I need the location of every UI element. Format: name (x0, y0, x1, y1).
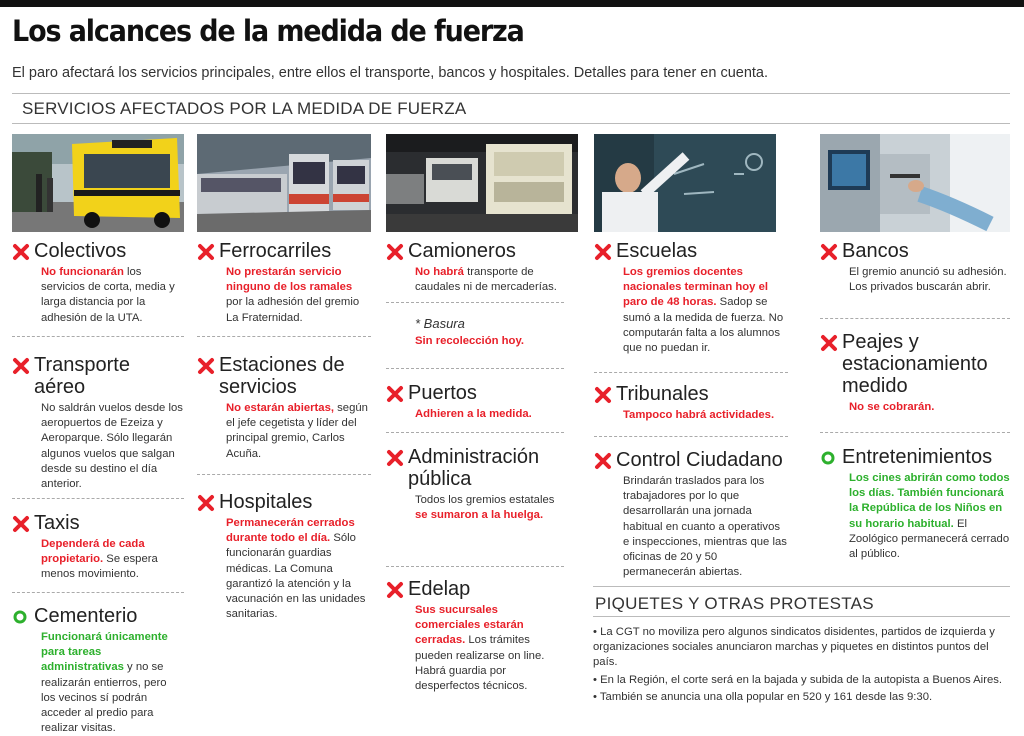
body-text: y no se realizarán entierros, pero los vecinos sí podrán acceder al predio para realizar visitas. (41, 661, 167, 735)
green-circle-icon (12, 608, 34, 626)
red-x-icon (386, 449, 408, 467)
service-description (415, 493, 564, 523)
service-description (41, 265, 184, 326)
service-name: Tribunales (616, 383, 709, 405)
service-name: Peajes y estacionamiento medido (842, 331, 988, 397)
service-item (594, 383, 788, 423)
service-description (226, 401, 371, 462)
service-item (386, 316, 564, 349)
highlight-text: Permanecerán cerrados durante todo el día. (226, 517, 355, 545)
service-name: Colectivos (34, 240, 127, 262)
body-text: Todos los gremios estatales (415, 494, 555, 506)
body-text: El Zoológico permanecerá cerrado al público. (849, 517, 1010, 561)
service-name: Edelap (408, 578, 471, 600)
red-x-icon (594, 243, 616, 261)
service-item (386, 382, 564, 422)
separator (820, 432, 1010, 433)
highlight-text: Funcionará únicamente para tareas administrativas (41, 631, 168, 674)
page-title: Los alcances de la medida de fuerza (12, 14, 524, 48)
service-name: Entretenimientos (842, 446, 993, 468)
bus-photo (12, 134, 184, 232)
protest-item: • En la Región, el corte será en la bajada y subida de la autopista a Buenos Aires. (593, 673, 1003, 686)
divider (593, 616, 1010, 617)
service-description (415, 603, 564, 694)
service-item (12, 240, 184, 326)
service-item (594, 240, 788, 356)
highlight-text: No prestarán servicio ninguno de los ramales (226, 266, 353, 294)
school-photo (594, 134, 776, 232)
separator (386, 566, 564, 567)
service-item (820, 240, 1010, 295)
separator (12, 498, 184, 499)
separator (594, 436, 788, 437)
service-item (197, 240, 371, 326)
service-name: Puertos (408, 382, 477, 404)
highlight-text: Los gremios docentes nacionales terminan hoy el paro de 48 horas. (623, 266, 769, 309)
body-text: transporte de caudales ni de mercaderías. (415, 266, 557, 294)
body-text: Se espera menos movimiento. (41, 553, 158, 581)
service-name: Cementerio (34, 605, 138, 627)
highlight-text: No funcionarán (41, 266, 124, 278)
service-description (623, 474, 788, 580)
green-circle-icon (820, 449, 842, 467)
service-item (386, 240, 564, 295)
separator (820, 318, 1010, 319)
atm-photo (820, 134, 1010, 232)
service-item (197, 354, 371, 462)
service-description (415, 334, 564, 349)
protests-title: PIQUETES Y OTRAS PROTESTAS (595, 594, 874, 613)
highlight-text: No habrá (415, 266, 464, 278)
body-text: Sadop se sumó a la medida de fuerza. No computarán falta a los alumnos que no puedan ir. (623, 296, 784, 355)
highlight-text: No estarán abiertas, (226, 402, 334, 414)
protests-list (593, 625, 1013, 707)
separator (12, 336, 184, 337)
highlight-text: No se cobrarán. (849, 401, 935, 413)
highlight-text: Sus sucursales comerciales estarán cerradas. (415, 604, 524, 647)
divider (12, 123, 1010, 124)
separator (197, 474, 371, 475)
service-name: Control Ciudadano (616, 449, 783, 471)
separator (12, 592, 184, 593)
body-text: No saldrán vuelos desde los aeropuertos de Ezeiza y Aeroparque. Sólo llegarán algunos vuelos que salgan desde su destino el día anterior. (41, 402, 183, 491)
trucks-photo (386, 134, 578, 232)
service-name: Transporte aéreo (34, 354, 130, 398)
divider (593, 586, 1010, 587)
highlight-text: Adhieren a la medida. (415, 408, 532, 420)
red-x-icon (386, 581, 408, 599)
service-name: Bancos (842, 240, 909, 262)
body-text: Los trámites pueden realizarse on line. Habrá guardia por desperfectos técnicos. (415, 634, 545, 693)
red-x-icon (197, 243, 219, 261)
protest-item: • También se anuncia una olla popular en 520 y 161 desde las 9:30. (593, 690, 933, 703)
red-x-icon (386, 385, 408, 403)
service-description (623, 265, 788, 356)
section-title: SERVICIOS AFECTADOS POR LA MEDIDA DE FUERZA (22, 99, 467, 118)
separator (386, 368, 564, 369)
service-description (41, 401, 184, 492)
red-x-icon (12, 515, 34, 533)
highlight-text: Los cines abrirán como todos los días. También funcionará la República de los Niños en su horario habitual. (849, 472, 1010, 530)
service-name: Hospitales (219, 491, 313, 513)
service-description (41, 630, 184, 736)
service-description (415, 265, 564, 295)
separator (386, 432, 564, 433)
service-description (849, 265, 1010, 295)
body-text: El gremio anunció su adhesión. Los privados buscarán abrir. (849, 266, 1007, 294)
body-text: Brindarán traslados para los trabajadores por lo que desarrollarán una jornada habitual en cuanto a operativos e inspecciones, mientras que las oficinas de 20 y 50 permanecerán abiertas. (623, 475, 787, 579)
service-item (386, 578, 564, 694)
red-x-icon (820, 334, 842, 352)
service-description (623, 408, 788, 423)
highlight-text: Tampoco habrá actividades. (623, 409, 775, 421)
separator (386, 302, 564, 303)
protest-item: • La CGT no moviliza pero algunos sindicatos disidentes, partidos de izquierda y organizaciones sociales anunciaron marchas y piquetes en distintos puntos del país. (593, 626, 995, 669)
service-item (820, 446, 1010, 562)
service-description (226, 516, 371, 622)
service-item (12, 605, 184, 736)
separator (197, 336, 371, 337)
service-name: Estaciones de servicios (219, 354, 345, 398)
highlight-text: Dependerá de cada propietario. (41, 538, 145, 566)
service-item (820, 331, 1010, 415)
body-text: por la adhesión del gremio La Fraternidad. (226, 296, 360, 324)
red-x-icon (386, 243, 408, 261)
service-name: Escuelas (616, 240, 698, 262)
highlight-text: se sumaron a la huelga. (415, 509, 544, 522)
top-rule (0, 0, 1024, 7)
body-text: según el jefe cegetista y líder del principal gremio, Carlos Acuña. (226, 402, 368, 460)
service-item (386, 446, 564, 523)
page-subtitle: El paro afectará los servicios principales, entre ellos el transporte, bancos y hospitales. Detalles para tener en cuenta. (12, 65, 769, 81)
service-name: Camioneros (408, 240, 516, 262)
red-x-icon (594, 452, 616, 470)
service-description (226, 265, 371, 326)
red-x-icon (12, 357, 34, 375)
service-name: * Basura (415, 316, 465, 331)
service-item (12, 512, 184, 583)
service-description (415, 407, 564, 422)
service-item (197, 491, 371, 622)
service-item (594, 449, 788, 580)
service-item (12, 354, 184, 492)
separator (594, 372, 788, 373)
divider (12, 93, 1010, 94)
service-description (849, 400, 1010, 415)
service-name: Administración pública (408, 446, 540, 490)
red-x-icon (197, 357, 219, 375)
service-description (849, 471, 1010, 562)
service-name: Taxis (34, 512, 80, 534)
body-text: Sólo funcionarán guardias médicas. La Comuna garantizó la atención y la vacunación en las unidades sanitarias. (226, 532, 366, 621)
service-description (41, 537, 184, 583)
red-x-icon (820, 243, 842, 261)
train-photo (197, 134, 371, 232)
red-x-icon (197, 494, 219, 512)
body-text: los servicios de corta, media y larga distancia por la adhesión de la UTA. (41, 266, 175, 324)
highlight-text: Sin recolección hoy. (415, 335, 525, 347)
service-name: Ferrocarriles (219, 240, 332, 262)
red-x-icon (12, 243, 34, 261)
red-x-icon (594, 386, 616, 404)
